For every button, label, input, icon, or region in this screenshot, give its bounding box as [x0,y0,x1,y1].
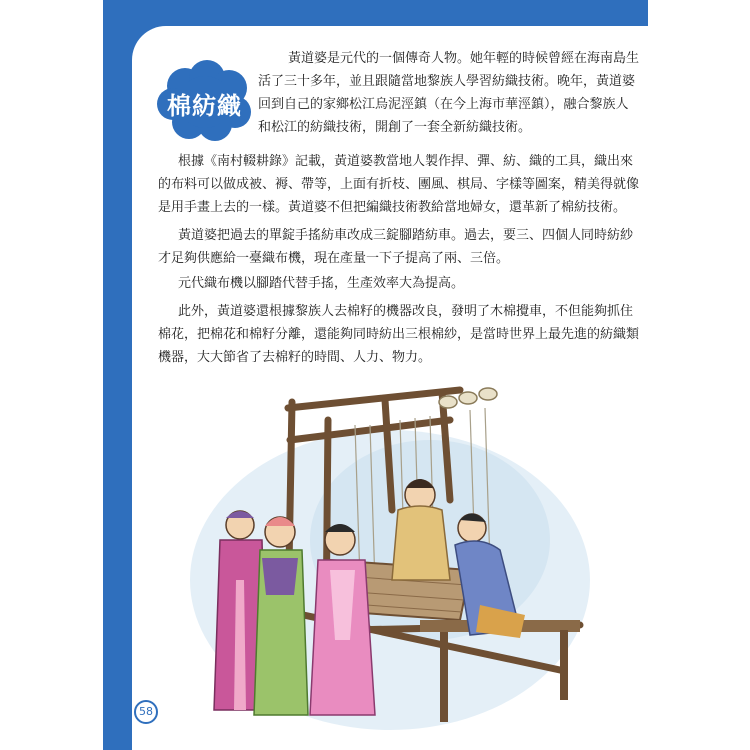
loom-illustration [180,380,590,730]
text-line: 棉花，把棉花和棉籽分離，還能夠同時紡出三根棉紗，是當時世界上最先進的紡織類 [158,327,640,342]
text-line: 機器，大大節省了去棉籽的時間、人力、物力。 [158,350,432,365]
text-line: 是用手畫上去的一樣。黃道婆不但把編織技術教給當地婦女，還革新了棉紡技術。 [158,200,627,215]
page-number: 58 [134,700,158,724]
text-line: 才足夠供應給一臺織布機，現在產量一下子提高了兩、三倍。 [158,251,510,266]
text-line: 黃道婆把過去的單錠手搖紡車改成三錠腳踏紡車。過去，要三、四個人同時紡紗 [178,228,634,243]
text-line: 根據《南村輟耕錄》記載，黃道婆教當地人製作捍、彈、紡、織的工具，織出來 [178,154,634,169]
text-line: 的布料可以做成被、褥、帶等，上面有折枝、團風、棋局、字樣等圖案，精美得就像 [158,177,640,192]
text-line: 黃道婆是元代的一個傳奇人物。她年輕的時候曾經在海南島生 [288,51,640,66]
text-line: 和松江的紡織技術，開創了一套全新紡織技術。 [258,120,532,135]
text-line: 元代織布機以腳踏代替手搖，生產效率大為提高。 [178,276,465,291]
text-line: 回到自己的家鄉松江烏泥涇鎮（在今上海市華涇鎮），融合黎族人 [258,97,629,112]
badge-title: 棉紡織 [167,92,242,120]
text-line: 此外，黃道婆還根據黎族人去棉籽的機器改良，發明了木棉攪車，不但能夠抓住 [178,304,634,319]
text-line: 活了三十多年，並且跟隨當地黎族人學習紡織技術。晚年，黃道婆 [258,74,636,89]
